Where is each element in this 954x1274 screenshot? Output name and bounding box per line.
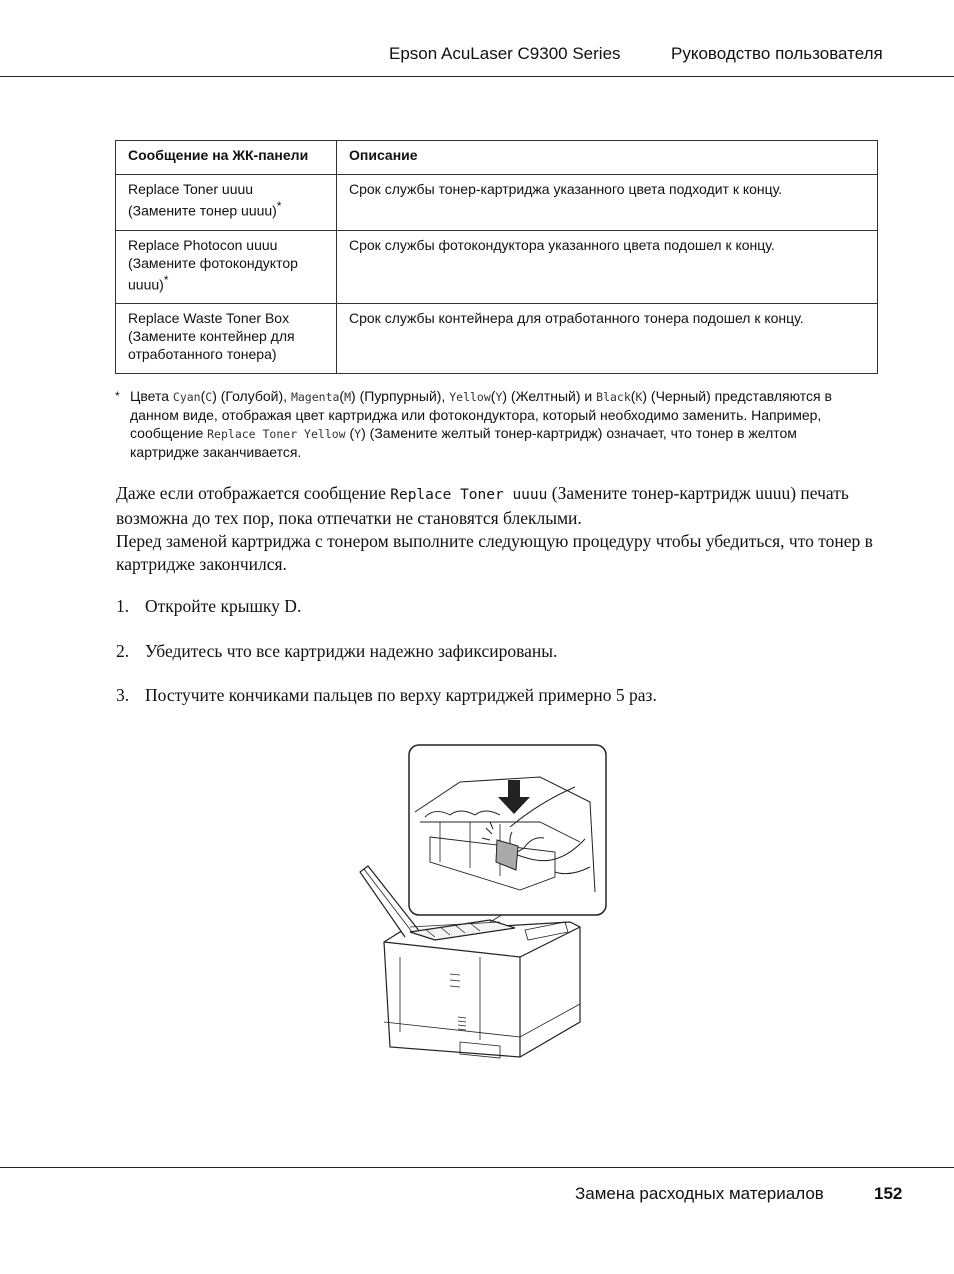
product-name: Epson AcuLaser C9300 Series xyxy=(389,44,621,63)
footer-rule xyxy=(0,1167,954,1168)
description-cell: Срок службы контейнера для отработанного тонера подошел к концу. xyxy=(337,304,878,374)
page-number: 152 xyxy=(874,1184,903,1203)
description-cell: Срок службы фотокондуктора указанного цвета подошел к концу. xyxy=(337,230,878,304)
list-item: 3. Постучите кончиками пальцев по верху картриджей примерно 5 раз. xyxy=(116,685,657,705)
message-cell: Replace Photocon uuuu (Замените фотокондуктор uuuu)* xyxy=(116,230,337,304)
message-cell: Replace Waste Toner Box (Замените контейнер для отработанного тонера) xyxy=(116,304,337,374)
table-footnote xyxy=(115,387,855,461)
footnote-star: * xyxy=(115,389,120,403)
guide-title: Руководство пользователя xyxy=(671,44,883,63)
message-cell: Replace Toner uuuu (Замените тонер uuuu)* xyxy=(116,175,337,231)
col-message-header: Сообщение на ЖК-панели xyxy=(116,141,337,175)
paragraph: Даже если отображается сообщение Replace Toner uuuu (Замените тонер-картридж uuuu) печать возможна до тех пор, пока отпечатки не становятся блеклыми. xyxy=(116,483,849,528)
body-text xyxy=(116,482,886,576)
page-header xyxy=(0,44,954,68)
table-row xyxy=(116,230,878,304)
table-header-row xyxy=(116,141,878,175)
printer-illustration xyxy=(340,742,610,1067)
footnote-marker: * xyxy=(276,200,282,213)
message-table xyxy=(115,140,878,374)
list-item: 1. Откройте крышку D. xyxy=(116,596,302,616)
table-row xyxy=(116,175,878,231)
header-rule xyxy=(0,76,954,77)
section-title: Замена расходных материалов xyxy=(575,1184,824,1203)
description-cell: Срок службы тонер-картриджа указанного цвета подходит к концу. xyxy=(337,175,878,231)
footnote-marker: * xyxy=(163,273,169,287)
footnote-text: Цвета Cyan(C) (Голубой), Magenta(M) (Пурпурный), Yellow(Y) (Желтный) и Black(K) (Черный) представляются в данном виде, отображая цвет картриджа или фотокондуктора, который необходимо заменить. Например, сообщение Replace Toner Yellow (Y) (Замените желтый тонер-картридж) означает, что тонер в желтом картридже заканчивается. xyxy=(130,388,832,460)
paragraph: Перед заменой картриджа с тонером выполните следующую процедуру чтобы убедиться, что тонер в картридже закончился. xyxy=(116,531,873,574)
col-description-header: Описание xyxy=(337,141,878,175)
table-row xyxy=(116,304,878,374)
list-item: 2. Убедитесь что все картриджи надежно зафиксированы. xyxy=(116,641,558,661)
